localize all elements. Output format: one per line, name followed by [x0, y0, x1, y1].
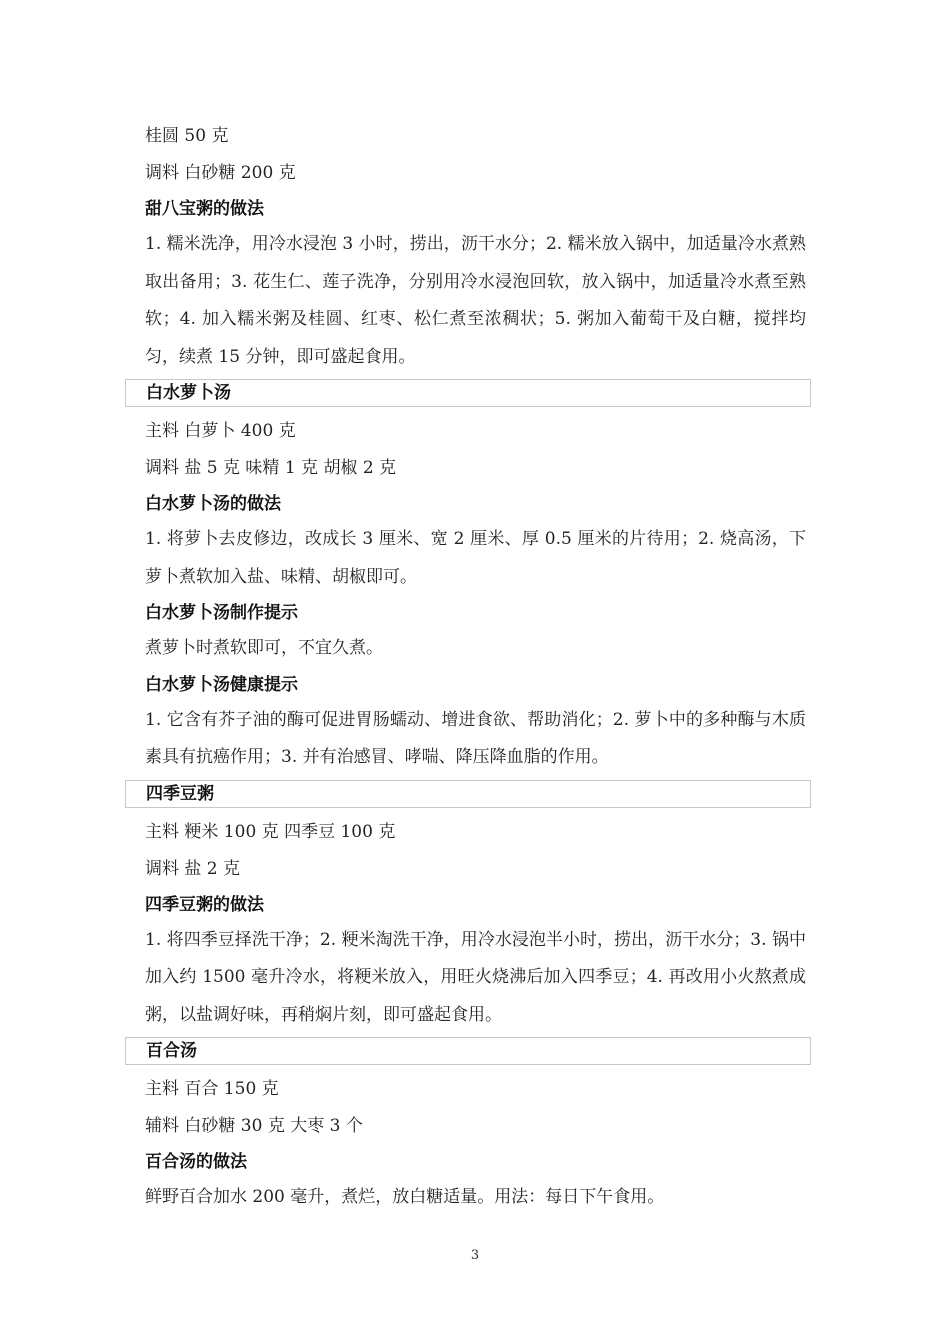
recipe-title-box: 四季豆粥: [125, 780, 811, 808]
recipe-title-box: 白水萝卜汤: [125, 379, 811, 407]
paragraph: 1. 糯米洗净，用冷水浸泡 3 小时，捞出，沥干水分；2. 糯米放入锅中，加适量冷水煮熟取出备用；3. 花生仁、莲子洗净，分别用冷水浸泡回软，放入锅中，加适量冷水煮至熟软；4. 加入糯米粥及桂圆、红枣、松仁煮至浓稠状；5. 粥加入葡萄干及白糖，搅拌均匀，续煮 15 分钟，即可盛起食用。: [145, 234, 806, 367]
ingredient-line: 主料 白萝卜 400 克: [145, 421, 296, 441]
paragraph: 1. 将四季豆择洗干净；2. 粳米淘洗干净，用冷水浸泡半小时，捞出，沥干水分；3. 锅中加入约 1500 毫升冷水，将粳米放入，用旺火烧沸后加入四季豆；4. 再改用小火熬煮成粥，以盐调好味，再稍焖片刻，即可盛起食用。: [145, 929, 806, 1025]
section-heading: 白水萝卜汤制作提示: [145, 603, 298, 623]
ingredient-line: 调料 盐 2 克: [145, 858, 241, 879]
section-heading: 甜八宝粥的做法: [145, 199, 264, 219]
ingredient-line: 调料 盐 5 克 味精 1 克 胡椒 2 克: [145, 458, 397, 478]
ingredient-line: 辅料 白砂糖 30 克 大枣 3 个: [145, 1116, 363, 1136]
ingredient-line: 调料 白砂糖 200 克: [145, 163, 296, 183]
paragraph: 鲜野百合加水 200 毫升，煮烂，放白糖适量。用法：每日下午食用。: [145, 1187, 665, 1207]
paragraph: 1. 它含有芥子油的酶可促进胃肠蠕动、增进食欲、帮助消化；2. 萝卜中的多种酶与木质素具有抗癌作用；3. 并有治感冒、哮喘、降压降血脂的作用。: [145, 709, 806, 767]
recipe-title-box: 百合汤: [125, 1037, 811, 1065]
page-number: 3: [470, 1248, 480, 1263]
section-heading: 百合汤的做法: [145, 1152, 247, 1172]
paragraph: 煮萝卜时煮软即可，不宜久煮。: [145, 638, 383, 658]
paragraph: 1. 将萝卜去皮修边，改成长 3 厘米、宽 2 厘米、厚 0.5 厘米的片待用；2. 烧高汤，下萝卜煮软加入盐、味精、胡椒即可。: [145, 529, 806, 587]
ingredient-line: 桂圆 50 克: [145, 126, 229, 146]
section-heading: 白水萝卜汤的做法: [145, 494, 281, 514]
ingredient-line: 主料 百合 150 克: [145, 1079, 279, 1099]
content-column: [145, 118, 810, 1217]
section-heading: 四季豆粥的做法: [145, 894, 264, 915]
ingredient-line: 主料 粳米 100 克 四季豆 100 克: [145, 821, 396, 842]
section-heading: 白水萝卜汤健康提示: [145, 674, 298, 695]
